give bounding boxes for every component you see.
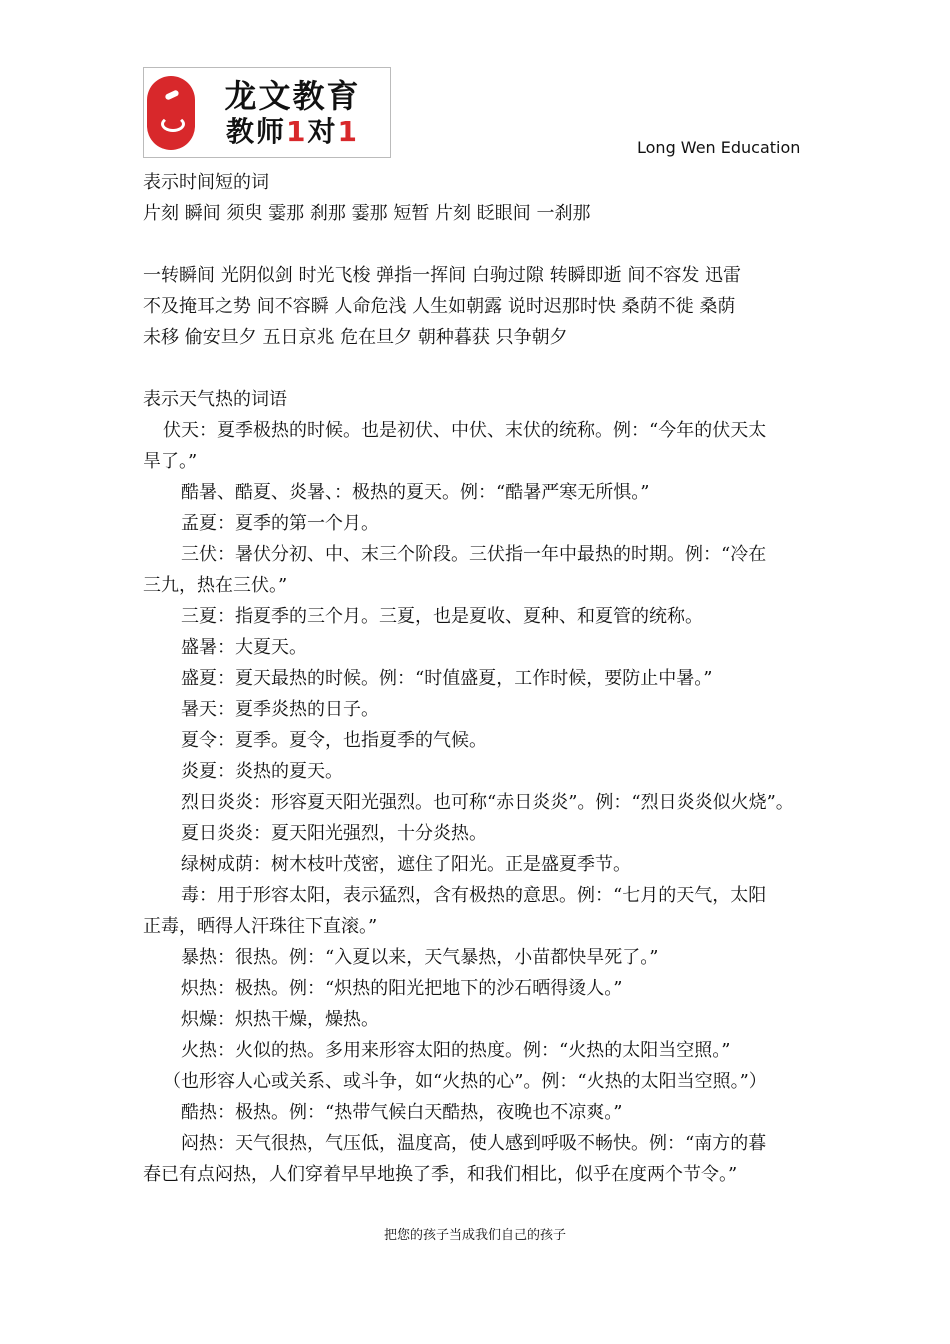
entry-line: 伏天：夏季极热的时候。也是初伏、中伏、末伏的统称。例：“今年的伏天太: [163, 420, 767, 441]
entry-line: 炽热：极热。例：“炽热的阳光把地下的沙石晒得烫人。”: [181, 978, 623, 999]
entry-line: （也形容人心或关系、或斗争，如“火热的心”。例：“火热的太阳当空照。”）: [163, 1071, 767, 1092]
entry-line: 绿树成荫：树木枝叶茂密，遮住了阳光。正是盛夏季节。: [181, 854, 631, 875]
entry-line: 暴热：很热。例：“入夏以来，天气暴热，小苗都快旱死了。”: [181, 947, 659, 968]
logo-dui: 对: [307, 114, 338, 148]
entry-line: 毒：用于形容太阳，表示猛烈，含有极热的意思。例：“七月的天气，太阳: [181, 885, 767, 906]
logo-text: [195, 77, 390, 149]
entry-line: 夏日炎炎：夏天阳光强烈，十分炎热。: [181, 823, 487, 844]
entry-line: 暑天：夏季炎热的日子。: [181, 699, 379, 720]
entry-line: 酷暑、酷夏、炎暑、：极热的夏天。例：“酷暑严寒无所惧。”: [181, 482, 650, 503]
entry-line: 正毒，晒得人汗珠往下直滚。”: [143, 916, 378, 937]
logo-teacher: 教师: [226, 114, 287, 148]
entry-line: 闷热：天气很热，气压低，温度高，使人感到呼吸不畅快。例：“南方的暮: [181, 1133, 767, 1154]
entry-line: 盛暑：大夏天。: [181, 637, 307, 658]
brand-name: Long Wen Education: [637, 138, 801, 157]
phrase-line: 未移 偷安旦夕 五日京兆 危在旦夕 朝种暮获 只争朝夕: [143, 327, 568, 348]
page-footer: 把您的孩子当成我们自己的孩子: [383, 1228, 566, 1243]
dragon-seal-icon: [147, 76, 195, 150]
document-body: [143, 167, 809, 1190]
entry-line: 酷热：极热。例：“热带气候白天酷热，夜晚也不凉爽。”: [181, 1102, 623, 1123]
entry-line: 三夏：指夏季的三个月。三夏，也是夏收、夏种、和夏管的统称。: [181, 606, 703, 627]
entry-line: 盛夏：夏天最热的时候。例：“时值盛夏，工作时候，要防止中暑。”: [181, 668, 713, 689]
logo-one-b: 1: [337, 114, 359, 148]
phrase-line: 一转瞬间 光阴似剑 时光飞梭 弹指一挥间 白驹过隙 转瞬即逝 间不容发 迅雷: [143, 265, 742, 286]
entry-line: 炽燥：炽热干燥，燥热。: [181, 1009, 379, 1030]
logo-one-a: 1: [286, 114, 308, 148]
entry-line: 旱了。”: [143, 451, 198, 472]
phrase-line: 不及掩耳之势 间不容瞬 人命危浅 人生如朝露 说时迟那时快 桑荫不徙 桑荫: [143, 296, 736, 317]
section-title-time: 表示时间短的词: [143, 172, 269, 193]
logo-line1: 龙文教育: [224, 76, 361, 115]
logo-line2: [226, 115, 359, 149]
entry-line: 火热：火似的热。多用来形容太阳的热度。例：“火热的太阳当空照。”: [181, 1040, 731, 1061]
entry-line: 春已有点闷热，人们穿着早早地换了季，和我们相比，似乎在度两个节令。”: [143, 1164, 738, 1185]
section-title-heat: 表示天气热的词语: [143, 389, 287, 410]
company-logo: [143, 67, 391, 158]
entry-line: 三九，热在三伏。”: [143, 575, 288, 596]
entry-line: 炎夏：炎热的夏天。: [181, 761, 343, 782]
entry-line: 三伏：暑伏分初、中、末三个阶段。三伏指一年中最热的时期。例：“冷在: [181, 544, 767, 565]
time-words: 片刻 瞬间 须臾 霎那 刹那 霎那 短暂 片刻 眨眼间 一刹那: [143, 203, 591, 224]
entry-line: 烈日炎炎：形容夏天阳光强烈。也可称“赤日炎炎”。例：“烈日炎炎似火烧”。: [181, 792, 794, 813]
entry-line: 夏令：夏季。夏令，也指夏季的气候。: [181, 730, 487, 751]
entry-line: 孟夏：夏季的第一个月。: [181, 513, 379, 534]
